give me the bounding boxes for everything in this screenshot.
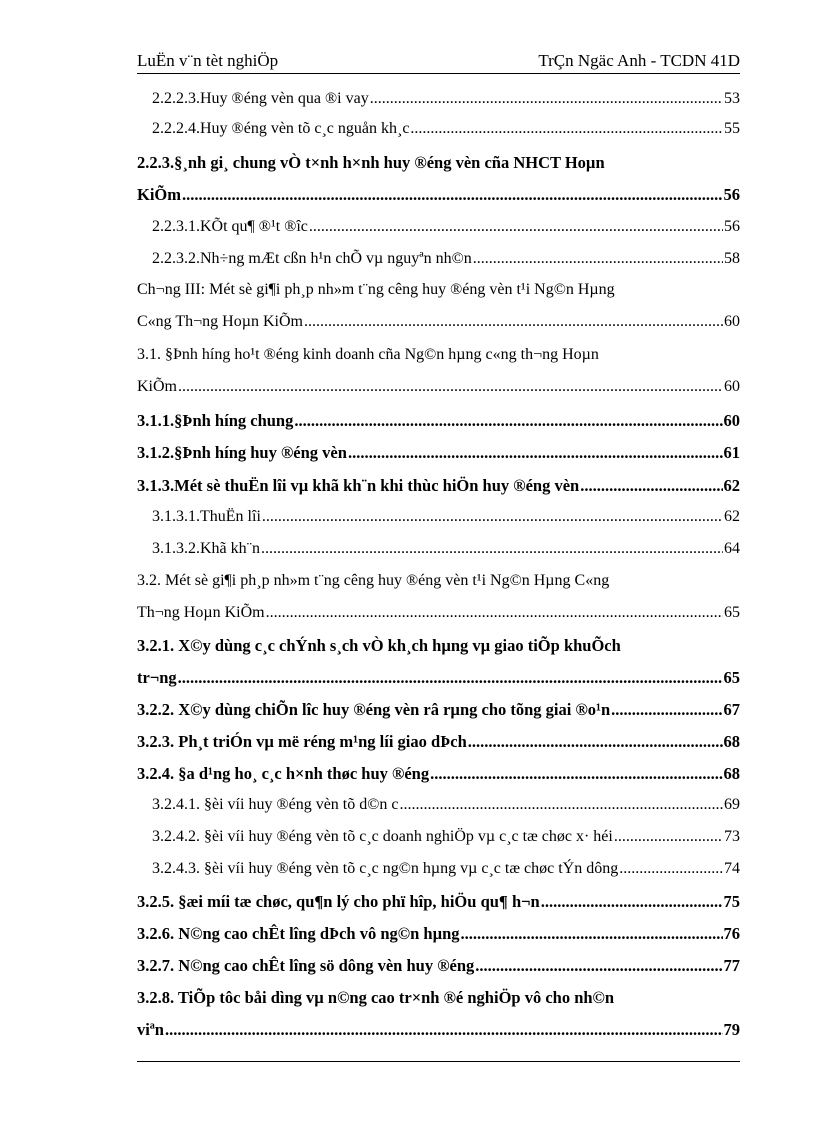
toc-entry-page: 79: [723, 1020, 740, 1039]
toc-entry: [137, 764, 740, 786]
toc-leader-dots: [165, 1020, 723, 1040]
toc-leader-dots: [261, 540, 723, 558]
toc-entry-text: 3.2.8. TiÕp tôc båi dìng vµ n©ng cao tr×nh ®é nghiÖp vô cho nh©n: [137, 988, 615, 1007]
toc-entry: [137, 668, 740, 690]
toc-leader-dots: [182, 185, 723, 205]
toc-entry-text: 3.2.2. X©y dùng chiÕn lîc huy ®éng vèn râ rµng cho tõng giai ®o¹n: [137, 700, 611, 719]
toc-leader-dots: [619, 860, 723, 878]
toc-entry: [137, 185, 740, 207]
toc-entry: [137, 988, 700, 1010]
toc-entry-page: 65: [723, 668, 740, 687]
toc-entry: [152, 540, 740, 562]
toc-entry-page: 74: [724, 860, 740, 877]
toc-entry-text: 3.1.3.2.Khã kh¨n: [152, 540, 260, 557]
toc-entry: [152, 90, 740, 112]
toc-entry: [137, 346, 705, 368]
toc-entry-text: Ch¬ng III: Mét sè gi¶i ph¸p nh»m t¨ng cêng huy ®éng vèn t¹i Ng©n Hµng: [137, 281, 615, 298]
footer-rule: [137, 1061, 740, 1062]
toc-entry-page: 60: [724, 313, 740, 330]
toc-entry-page: 61: [723, 443, 740, 462]
toc-entry: [137, 411, 740, 433]
toc-entry-page: 68: [723, 732, 740, 751]
toc-entry-text: KiÕm: [137, 378, 177, 395]
toc-leader-dots: [400, 796, 724, 814]
toc-leader-dots: [262, 508, 723, 526]
toc-entry: [152, 250, 740, 272]
toc-entry-text: 2.2.3.1.KÕt qu¶ ®¹t ®îc: [152, 218, 308, 235]
toc-entry-page: 55: [724, 120, 740, 137]
toc-entry: [152, 860, 740, 882]
toc-leader-dots: [309, 218, 723, 236]
toc-leader-dots: [410, 120, 723, 138]
toc-entry-page: 62: [724, 508, 740, 525]
toc-entry-text: 3.1.3.Mét sè thuËn lîi vµ khã kh¨n khi thùc hiÖn huy ®éng vèn: [137, 476, 580, 495]
toc-entry-text: 3.2.1. X©y dùng c¸c chÝnh s¸ch vÒ kh¸ch hµng vµ giao tiÕp khuÕch: [137, 636, 621, 655]
toc-entry: [137, 313, 740, 335]
header-left-title: LuËn v¨n tèt nghiÖp: [137, 51, 279, 70]
toc-entry-text: 3.2.6. N©ng cao chÊt lîng dÞch vô ng©n hµng: [137, 924, 460, 943]
toc-leader-dots: [304, 313, 723, 331]
toc-entry-text: 3.2.7. N©ng cao chÊt lîng sö dông vèn huy ®éng: [137, 956, 475, 975]
toc-entry: [137, 378, 740, 400]
toc-entry-page: 53: [724, 90, 740, 107]
toc-entry-text: viªn: [137, 1020, 164, 1039]
toc-leader-dots: [430, 764, 722, 784]
toc-leader-dots: [178, 378, 723, 396]
toc-entry: [137, 572, 714, 594]
toc-entry: [152, 508, 740, 530]
toc-entry-text: tr¬ng: [137, 668, 177, 687]
toc-entry: [137, 892, 740, 914]
toc-entry-page: 62: [723, 476, 740, 495]
toc-leader-dots: [294, 411, 722, 431]
toc-entry-page: 68: [723, 764, 740, 783]
toc-entry: [137, 636, 701, 658]
toc-leader-dots: [473, 250, 723, 268]
toc-entry-page: 60: [723, 411, 740, 430]
header-right-author: TrÇn Ngäc Anh - TCDN 41D: [538, 51, 740, 70]
toc-leader-dots: [266, 604, 723, 622]
toc-entry-text: 2.2.2.3.Huy ®éng vèn qua ®i vay: [152, 90, 369, 107]
toc-entry-text: 3.1.2.§Þnh híng huy ®éng vèn: [137, 443, 347, 462]
toc-entry: [137, 956, 740, 978]
toc-entry-page: 76: [723, 924, 740, 943]
toc-entry: [137, 281, 717, 303]
toc-entry-text: 3.2.4.2. §èi víi huy ®éng vèn tõ c¸c doanh nghiÖp vµ c¸c tæ chøc x· héi: [152, 828, 613, 845]
toc-entry-page: 75: [723, 892, 740, 911]
toc-leader-dots: [475, 956, 722, 976]
toc-entry-text: 3.2.5. §æi míi tæ chøc, qu¶n lý cho phï hîp, hiÖu qu¶ h¬n: [137, 892, 540, 911]
toc-leader-dots: [541, 892, 723, 912]
toc-entry: [137, 153, 690, 175]
toc-entry-page: 58: [724, 250, 740, 267]
toc-entry-page: 65: [724, 604, 740, 621]
toc-leader-dots: [370, 90, 723, 108]
toc-entry: [137, 924, 740, 946]
toc-entry: [152, 120, 740, 142]
toc-entry-text: 3.1.3.1.ThuËn lîi: [152, 508, 261, 525]
toc-entry: [152, 828, 740, 850]
toc-entry-page: 67: [723, 700, 740, 719]
toc-entry-page: 69: [724, 796, 740, 813]
toc-entry: [137, 1020, 740, 1042]
toc-entry-text: 3.2.4.3. §èi víi huy ®éng vèn tõ c¸c ng©n hµng vµ c¸c tæ chøc tÝn dông: [152, 860, 619, 877]
toc-leader-dots: [614, 828, 723, 846]
toc-leader-dots: [611, 700, 722, 720]
toc-entry: [137, 476, 740, 498]
toc-entry-page: 56: [723, 185, 740, 204]
toc-leader-dots: [348, 443, 723, 463]
toc-entry: [137, 732, 740, 754]
toc-leader-dots: [468, 732, 723, 752]
toc-entry: [137, 443, 740, 465]
toc-entry-text: 3.1. §Þnh híng ho¹t ®éng kinh doanh cña Ng©n hµng c«ng th¬ng Hoµn: [137, 346, 599, 363]
toc-entry-page: 77: [723, 956, 740, 975]
toc-entry-text: 3.2.4.1. §èi víi huy ®éng vèn tõ d©n c: [152, 796, 399, 813]
toc-entry: [152, 796, 740, 818]
toc-entry-text: 3.2. Mét sè gi¶i ph¸p nh»m t¨ng cêng huy ®éng vèn t¹i Ng©n Hµng C«ng: [137, 572, 610, 589]
toc-entry-text: 3.2.3. Ph¸t triÓn vµ më réng m¹ng líi giao dÞch: [137, 732, 467, 751]
toc-entry-text: Th¬ng Hoµn KiÕm: [137, 604, 265, 621]
toc-entry: [152, 218, 740, 240]
toc-entry-text: KiÕm: [137, 185, 181, 204]
toc-entry-text: 2.2.3.2.Nh÷ng mÆt cßn h¹n chÕ vµ nguyªn nh©n: [152, 250, 472, 267]
toc-entry-text: 3.2.4. §a d¹ng ho¸ c¸c h×nh thøc huy ®éng: [137, 764, 430, 783]
toc-entry-page: 73: [724, 828, 740, 845]
toc-leader-dots: [580, 476, 722, 496]
toc-leader-dots: [461, 924, 723, 944]
toc-entry-page: 56: [724, 218, 740, 235]
toc-entry-text: C«ng Th¬ng Hoµn KiÕm: [137, 313, 303, 330]
toc-entry-page: 64: [724, 540, 740, 557]
toc-entry-text: 2.2.3.§¸nh gi¸ chung vÒ t×nh h×nh huy ®éng vèn cña NHCT Hoµn: [137, 153, 605, 172]
toc-entry: [137, 604, 740, 626]
toc-leader-dots: [178, 668, 723, 688]
toc-entry-text: 3.1.1.§Þnh híng chung: [137, 411, 294, 430]
toc-entry: [137, 700, 740, 722]
toc-entry-page: 60: [724, 378, 740, 395]
toc-entry-text: 2.2.2.4.Huy ®éng vèn tõ c¸c nguån kh¸c: [152, 120, 410, 137]
